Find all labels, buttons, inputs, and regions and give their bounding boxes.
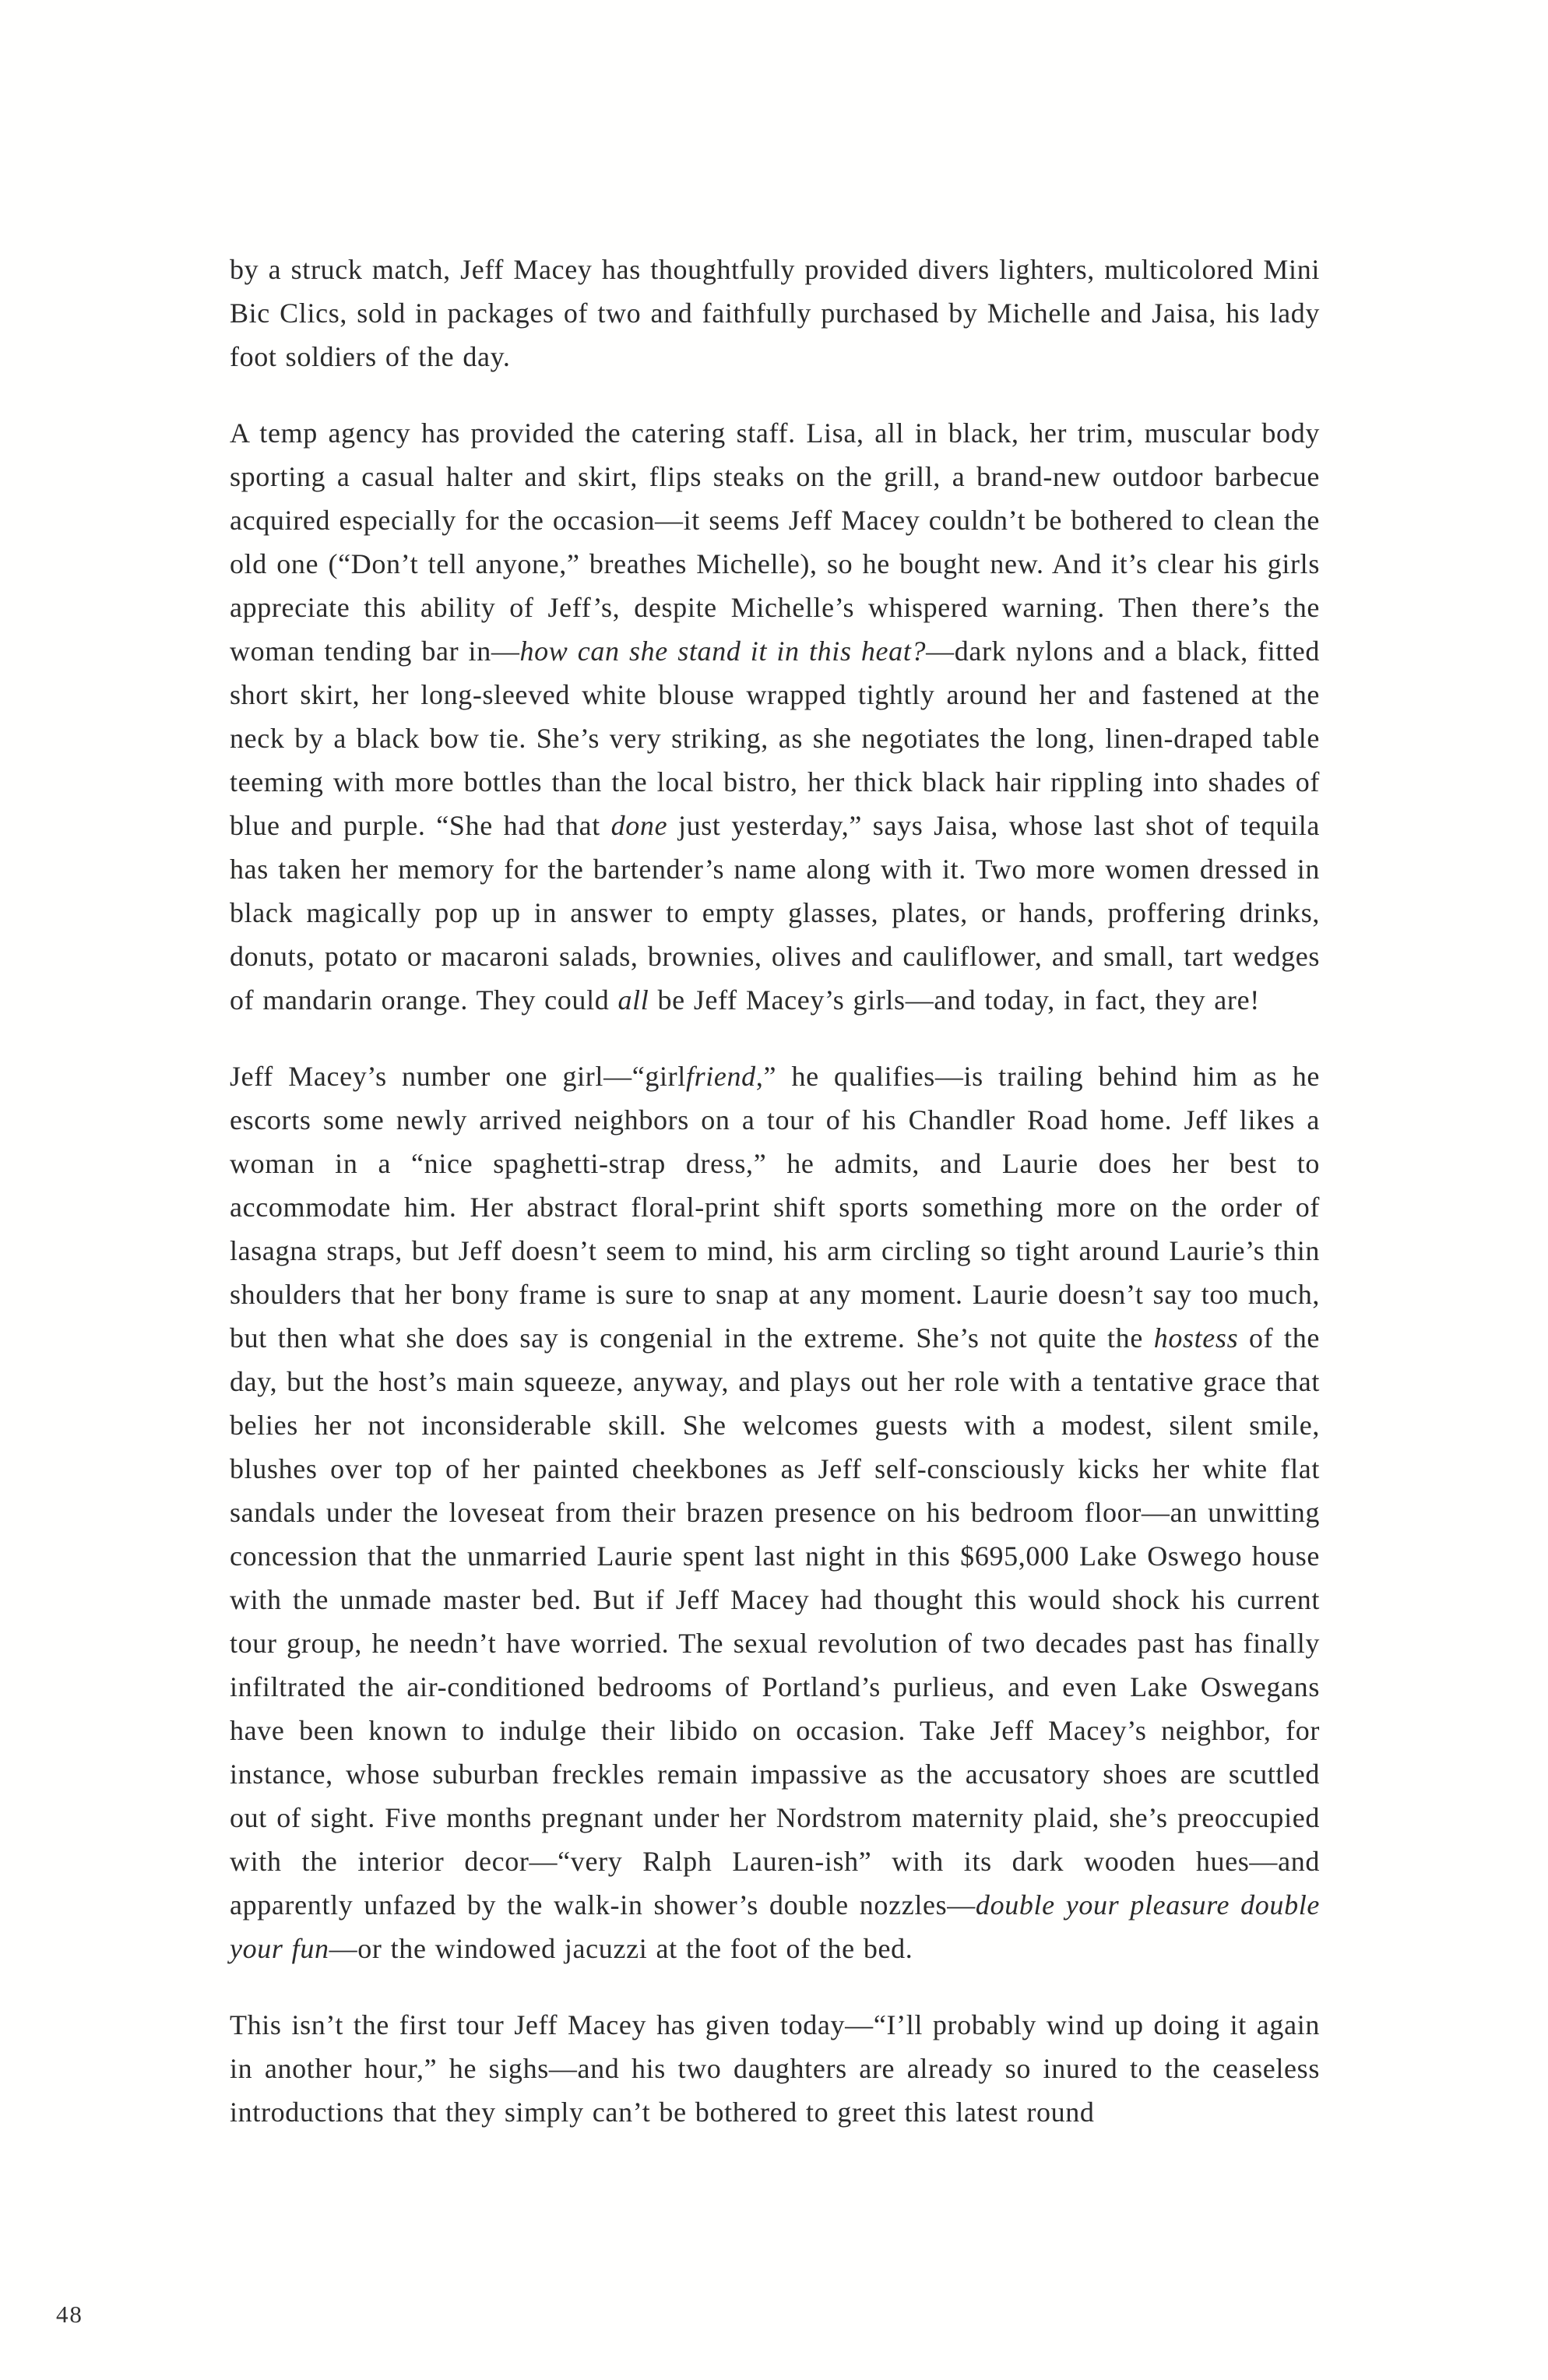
text-segment: done xyxy=(610,810,668,841)
text-segment: be Jeff Macey’s girls—and today, in fact, they are! xyxy=(649,984,1260,1016)
text-segment: —or the windowed jacuzzi at the foot of the bed. xyxy=(329,1933,913,1964)
text-segment: This isn’t the first tour Jeff Macey has given today—“I’ll probably wind up doing it again in another hour,” he sighs—and his two daughters are already so inured to the ceaseless introductions that they simply can’t be bothered to greet this latest round xyxy=(230,2009,1320,2128)
text-segment: all xyxy=(617,984,649,1016)
text-segment: —dark nylons and a black, fitted short skirt, her long-sleeved white blouse wrapped tightly around her and fastened at the neck by a black bow tie. She’s very striking, as she negotiates the long, linen-draped table teeming with more bottles than the local bistro, her thick black hair rippling into shades of blue and purple. “She had that xyxy=(230,635,1321,841)
text-segment: of the day, but the host’s main squeeze, anyway, and plays out her role with a tentative grace that belies her not inconsiderable skill. She welcomes guests with a modest, silent smile, blushes over top of her painted cheekbones as Jeff self-consciously kicks her white flat sandals under the loveseat from their brazen presence on his bedroom floor—an unwitting concession that the unmarried Laurie spent last night in this $695,000 Lake Oswego house with the unmade master bed. But if Jeff Macey had thought this would shock his current tour group, he needn’t have worried. The sexual revolution of two decades past has finally infiltrated the air-conditioned bedrooms of Portland’s purlieus, and even Lake Oswegans have been known to indulge their libido on occasion. Take Jeff Macey’s neighbor, for instance, whose suburban freckles remain impassive as the accusatory shoes are scuttled out of sight. Five months pregnant under her Nordstrom maternity plaid, she’s preoccupied with the interior decor—“very Ralph Lauren-ish” with its dark wooden hues—and apparently unfazed by the walk-in shower’s double nozzles— xyxy=(230,1322,1320,1921)
text-segment: friend xyxy=(685,1061,756,1092)
text-segment: how can she stand it in this heat? xyxy=(519,635,927,667)
text-segment: just yesterday,” says Jaisa, whose last shot of tequila has taken her memory for the bartender’s name along with it. Two more women dressed in black magically pop up in answer to empty glasses, plates, or hands, proffering drinks, donuts, potato or macaroni salads, brownies, olives and cauliflower, and small, tart wedges of mandarin orange. They could xyxy=(230,810,1320,1016)
paragraph xyxy=(230,411,1320,1022)
text-segment: Jeff Macey’s number one girl—“girl xyxy=(230,1061,686,1092)
text-segment: A temp agency has provided the catering staff. Lisa, all in black, her trim, muscular body sporting a casual halter and skirt, flips steaks on the grill, a brand-new outdoor barbecue acquired especially for the occasion—it seems Jeff Macey couldn’t be bothered to clean the old one (“Don’t tell anyone,” breathes Michelle), so he bought new. And it’s clear his girls appreciate this ability of Jeff’s, despite Michelle’s whispered warning. Then there’s the woman tending bar in— xyxy=(230,417,1320,667)
text-segment: double your pleasure double your fun xyxy=(230,1889,1320,1964)
body-text xyxy=(230,248,1320,2134)
text-segment: hostess xyxy=(1153,1322,1239,1354)
paragraph xyxy=(230,2003,1320,2134)
paragraph xyxy=(230,248,1320,378)
text-segment: ,” he qualifies—is trailing behind him as he escorts some newly arrived neighbors on a tour of his Chandler Road home. Jeff likes a woman in a “nice spaghetti-strap dress,” he admits, and Laurie does her best to accommodate him. Her abstract floral-print shift sports something more on the order of lasagna straps, but Jeff doesn’t seem to mind, his arm circling so tight around Laurie’s thin shoulders that her bony frame is sure to snap at any moment. Laurie doesn’t say too much, but then what she does say is congenial in the extreme. She’s not quite the xyxy=(230,1061,1320,1354)
text-segment: by a struck match, Jeff Macey has thoughtfully provided divers lighters, multicolored Mini Bic Clics, sold in packages of two and faithfully purchased by Michelle and Jaisa, his lady foot soldiers of the day. xyxy=(230,254,1320,372)
paragraph xyxy=(230,1054,1320,1970)
page-number: 48 xyxy=(56,2301,83,2328)
